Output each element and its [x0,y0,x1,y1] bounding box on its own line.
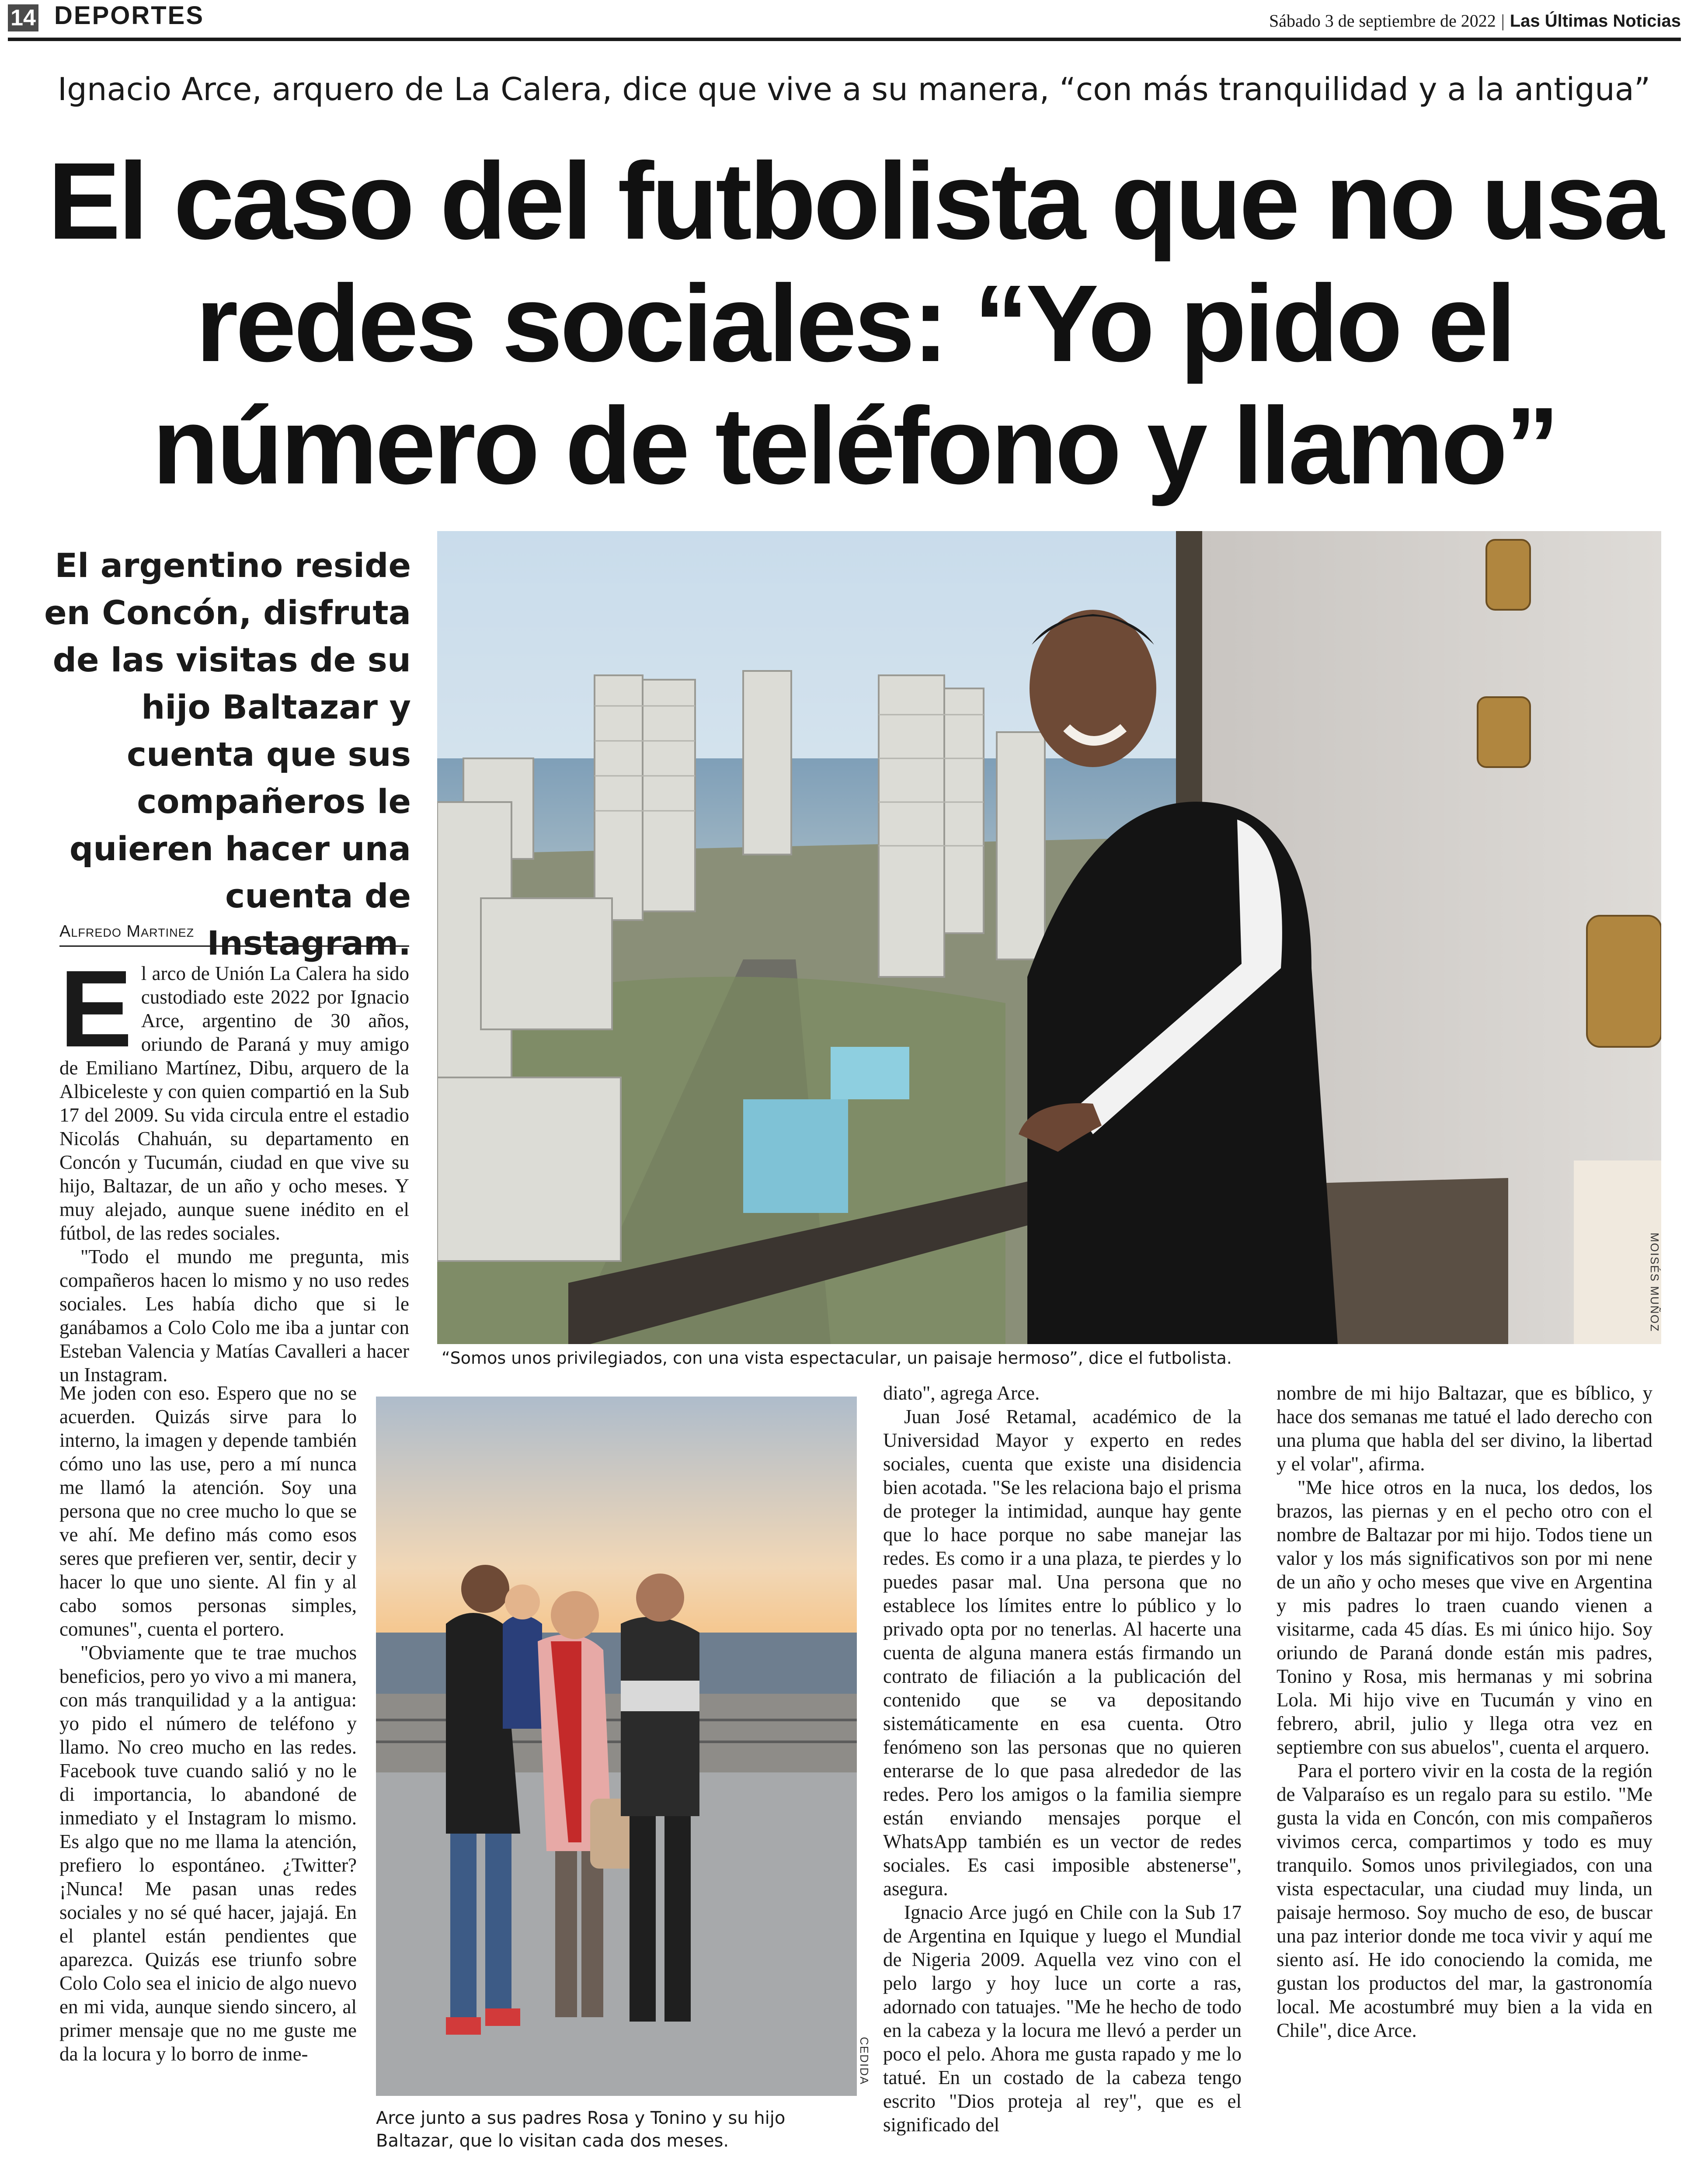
family-photo-illustration [376,1397,857,2096]
article-paragraph: "Obviamente que te trae muchos beneficios, pero yo vivo a mi manera, con más tranquilidad y a la antigua: yo pido el número de teléfono y llamo. No creo mucho en las redes. Facebook tuve cuando salió y no le di importancia, lo abandoné de inmediato y el Instagram lo mismo. Es algo que no me llama la atención, prefiero lo espontáneo. ¿Twitter? ¡Nunca! Me pasan unas redes sociales y no sé qué hacer, jajajá. En el plantel están pendientes que aparezca. Quizás ese triunfo sobre Colo Colo sea el inicio de algo nuevo en mi vida, aunque siendo sincero, al primer mensaje que no me guste me da la locura y lo borro de inme- [59,1642,357,2065]
article-paragraph: nombre de mi hijo Baltazar, que es bíblico, y hace dos semanas me tatué el lado derecho con una pluma que habla del ser divino, la libertad y el volar", afirma. [1277,1382,1652,1475]
issue-info [1269,10,1681,31]
family-photo [376,1397,857,2096]
article-paragraph: Para el portero vivir en la costa de la región de Valparaíso es un regalo para su estilo. "Me gusta la vida en Concón, con mis compañeros vivimos cerca, compartimos y todo es muy tranquilo. Somos unos privilegiados, con una vista espectacular, una ciudad muy linda, un paisaje hermoso. Soy mucho de eso, de buscar una paz interior donde me toca vivir y aquí me siento así. He ido conociendo la comida, me gustan los productos del mar, la gastronomía local. Me acostumbré muy bien a la vida en Chile", dice Arce. [1277,1760,1652,2041]
article-paragraph: Juan José Retamal, académico de la Universidad Mayor y experto en redes sociales, cuenta que existe una disidencia bien acotada. "Se les relaciona bajo el prisma de proteger la intimidad, aunque hay gente que lo hace porque no sabe manejar las redes. Es como ir a una plaza, te pierdes y lo puedes pasar mal. Una persona que no establece los límites entre lo público y lo privado opta por no tenerlas. Al hacerte una cuenta de alguna manera estás firmando un contrato de filiación a la publicación del contenido que se va depositando sistemáticamente en esa cuenta. Otro fenómeno son las personas que no quieren enterarse de lo que pasa alrededor de las redes. Pero los amigos o la familia siempre están enviando mensajes porque el WhatsApp también es un vector de redes sociales. Es casi imposible abstenerse", asegura. [883,1406,1242,1900]
masthead-rule [8,38,1681,41]
article-paragraph: "Me hice otros en la nuca, los dedos, los brazos, las piernas y en el pecho otro con el nombre de Baltazar por mi hijo. Todos tiene un valor y los más significativos son por mi nene de un año y ocho meses que vive en Argentina y mis padres lo traen cuando vienen a visitarme, cada 45 días. Es mi único hijo. Soy oriundo de Paraná donde están mis padres, Tonino y Rosa, mis hermanas y mi sobrina Lola. Mi hijo vive en Tucumán y vino en febrero, abril, julio y llega otra vez en septiembre con sus abuelos", cuenta el arquero. [1277,1477,1652,1758]
byline: Alfredo Martinez [59,922,409,947]
newspaper-name: Las Últimas Noticias [1510,11,1681,31]
photo-credit: CEDIDA [858,2037,871,2085]
issue-date: Sábado 3 de septiembre de 2022 [1269,11,1496,31]
photo-caption: Arce junto a sus padres Rosa y Tonino y su hijo Baltazar, que lo visitan cada dos meses. [376,2108,786,2151]
article-column-3 [1277,1381,1652,2042]
section-title: DEPORTES [54,1,205,30]
photo-credit: MOISÉS MUÑOZ [1648,1233,1661,1332]
paragraph-text: l arco de Unión La Calera ha sido custodiado este 2022 por Ignacio Arce, argentino de 30 años, oriundo de Paraná y muy amigo de Emiliano Martínez, Dibu, arquero de la Albiceleste y con quien compartió en la Sub 17 del 2009. Su vida circula entre el estadio Nicolás Chahuán, su departamento en Concón y Tucumán, ciudad en que vive su hijo, Baltazar, de un año y ocho meses. Y muy alejado, aunque suene inédito en el fútbol, de las redes sociales. [59,962,409,1244]
kicker: Ignacio Arce, arquero de La Calera, dice que vive a su manera, “con más tranquilidad y a la antigua” [57,71,1651,108]
page-number: 14 [8,4,38,31]
drop-cap: E [59,948,132,1070]
article-column-1 [59,948,409,1386]
main-photo [437,531,1661,1344]
article-paragraph: diato", agrega Arce. [883,1382,1040,1404]
article-paragraph: Me joden con eso. Espero que no se acuerden. Quizás sirve para lo interno, la imagen y depende también cómo uno las use, pero a mí nunca me llamó la atención. Soy una persona que no cree mucho lo que se ve ahí. Me defino más como esos seres que prefieren ver, sentir, decir y hacer lo que uno siente. Al fin y al cabo somos personas simples, comunes", cuenta el portero. [59,1382,357,1640]
article-column-1-continued [59,1381,357,2066]
issue-separator: | [1501,11,1505,31]
headline: El caso del futbolista que no usa redes sociales: “Yo pido el número de teléfono y llamo” [48,140,1662,507]
article-column-2 [883,1381,1242,2137]
main-photo-illustration [437,531,1661,1344]
article-paragraph: "Todo el mundo me pregunta, mis compañeros hacen lo mismo y no uso redes sociales. Les había dicho que si le ganábamos a Colo Colo me iba a juntar con Esteban Valencia y Matías Cavalleri a hacer un Instagram. [59,1246,409,1386]
deck: El argentino reside en Concón, disfruta de las visitas de su hijo Baltazar y cuenta que sus compañeros le quieren hacer una cuenta de Instagram. [44,546,411,962]
article-paragraph [59,948,409,1245]
photo-caption: “Somos unos privilegiados, con una vista espectacular, un paisaje hermoso”, dice el futbolista. [442,1348,1232,1368]
article-paragraph: Ignacio Arce jugó en Chile con la Sub 17 de Argentina en Iquique y luego el Mundial de Nigeria 2009. Aquella vez vino con el pelo largo y hoy luce un corte a ras, adornado con tatuajes. "Me he hecho de todo en la cabeza y la locura me llevó a perder un poco el pelo. Ahora me gusta rapado y me lo tatué. En un costado de la cabeza tengo escrito "Dios proteja al rey", que es el significado del [883,1901,1242,2136]
